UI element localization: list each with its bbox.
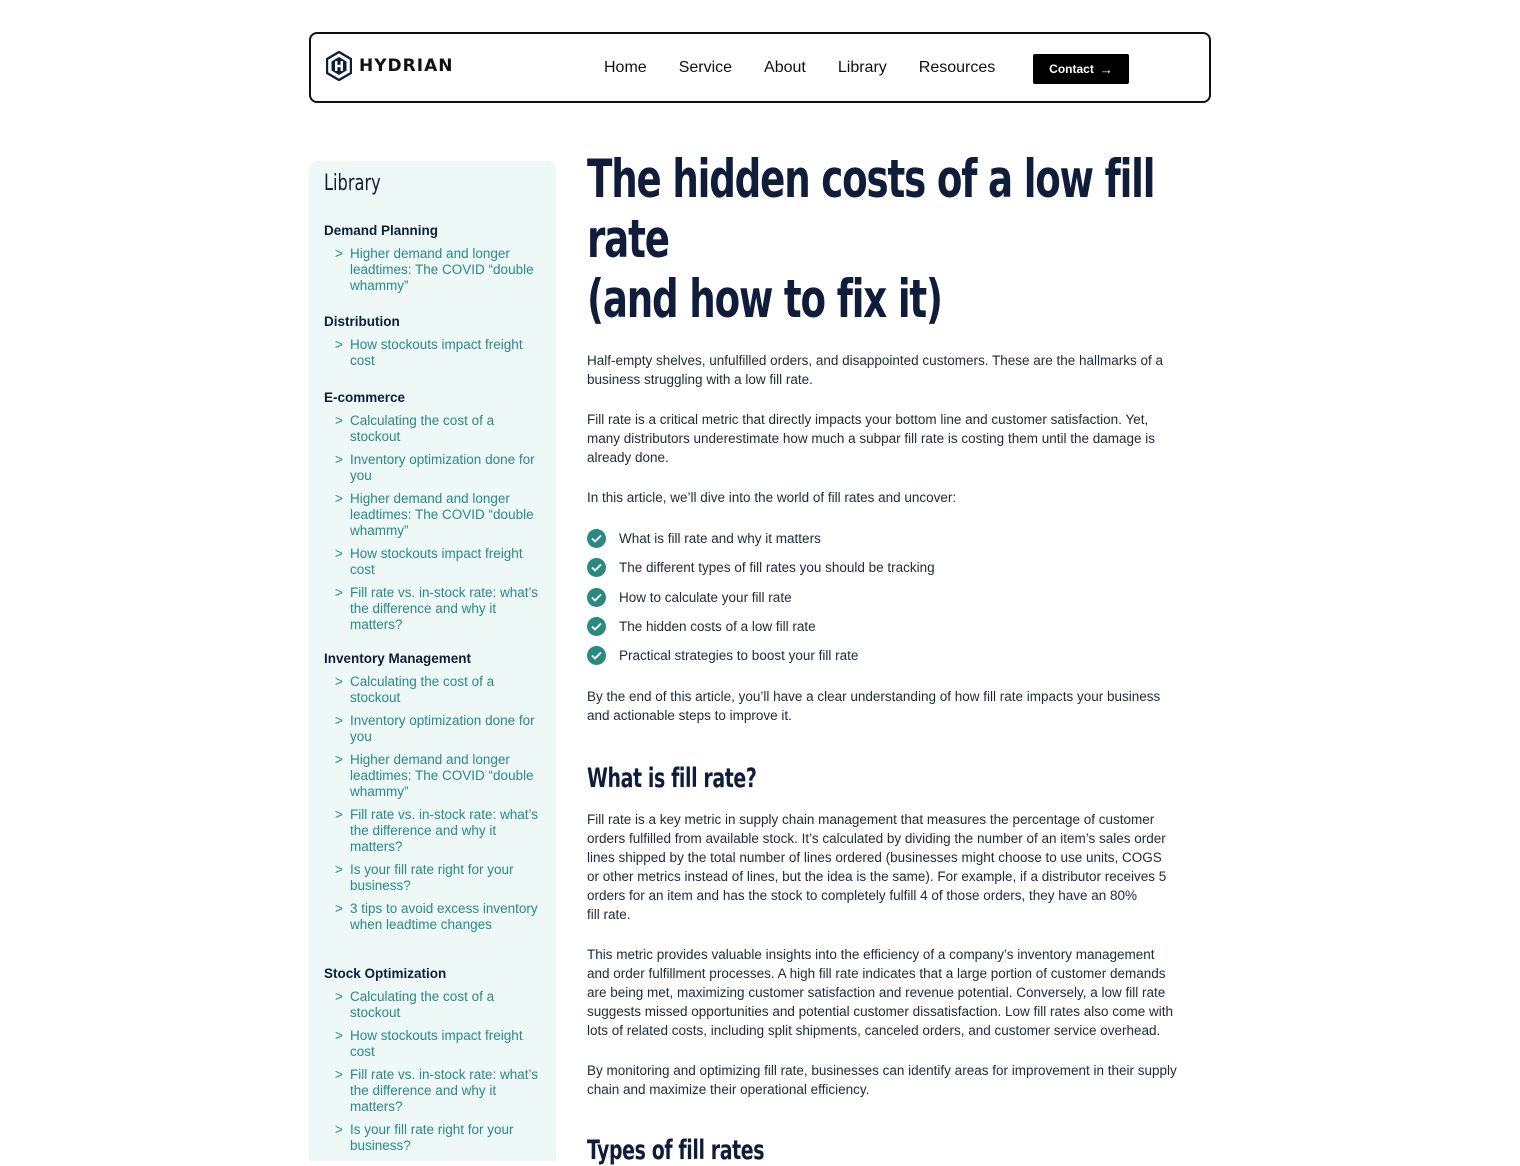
- sidebar-link[interactable]: > Inventory optimization done for you: [335, 452, 535, 483]
- sidebar-link[interactable]: > Fill rate vs. in-stock rate: what’s the difference and why it matters?: [335, 585, 539, 632]
- contact-button[interactable]: [1033, 54, 1129, 84]
- article: [587, 150, 1177, 1166]
- site-header: [309, 32, 1211, 103]
- hexagon-logo-icon: [326, 51, 352, 81]
- sidebar-link[interactable]: > Is your fill rate right for your business?: [335, 862, 514, 893]
- nav-resources[interactable]: Resources: [918, 58, 996, 76]
- outro-paragraph: By the end of this article, you’ll have a clear understanding of how fill rate impacts your business and actionable steps to improve it.: [587, 689, 1161, 724]
- list-item: The hidden costs of a low fill rate: [587, 612, 1177, 641]
- chevron-right-icon: >: [335, 452, 343, 467]
- check-circle-icon: [587, 588, 606, 607]
- section-heading-fill-rate: What is fill rate?: [587, 763, 757, 795]
- sidebar-group-title: Inventory Management: [324, 651, 472, 666]
- intro-paragraph-3: In this article, we’ll dive into the world of fill rates and uncover:: [587, 490, 957, 505]
- sidebar-link[interactable]: > Calculating the cost of a stockout: [335, 674, 495, 705]
- intro-paragraph-1: Half-empty shelves, unfulfilled orders, and disappointed customers. These are the hallmarks of a business struggling with a low fill rate.: [587, 353, 1164, 387]
- sidebar-link[interactable]: > Fill rate vs. in-stock rate: what’s the difference and why it matters?: [335, 807, 539, 854]
- chevron-right-icon: >: [335, 337, 343, 352]
- sidebar-link[interactable]: > Is your fill rate right for your business?: [335, 1122, 514, 1153]
- sidebar-group-title: Stock Optimization: [324, 966, 447, 981]
- sidebar-group-demand-planning: [324, 223, 544, 301]
- main-nav: [604, 34, 1027, 101]
- article-title-line-2: (and how to fix it): [587, 269, 942, 330]
- article-title: [587, 150, 1180, 330]
- sidebar-link[interactable]: > How stockouts impact freight cost: [335, 1028, 523, 1059]
- sidebar-group-stock-optimization: [324, 966, 544, 1161]
- brand-logo[interactable]: [326, 51, 453, 81]
- nav-home[interactable]: Home: [604, 58, 647, 76]
- sidebar-link[interactable]: > Calculating the cost of a stockout: [335, 989, 495, 1020]
- sidebar-link[interactable]: > Fill rate vs. in-stock rate: what’s the difference and why it matters?: [335, 1067, 539, 1114]
- list-item: The different types of fill rates you should be tracking: [587, 553, 1177, 582]
- chevron-right-icon: >: [335, 585, 343, 600]
- sidebar-link[interactable]: > Higher demand and longer leadtimes: The COVID “double whammy”: [335, 752, 534, 799]
- arrow-right-icon: →: [1099, 61, 1113, 77]
- check-circle-icon: [587, 529, 606, 548]
- sidebar-group-title: Demand Planning: [324, 223, 439, 238]
- list-item: How to calculate your fill rate: [587, 583, 1177, 612]
- chevron-right-icon: >: [335, 989, 343, 1004]
- chevron-right-icon: >: [335, 901, 343, 916]
- sidebar-title: Library: [324, 171, 381, 196]
- chevron-right-icon: >: [335, 413, 343, 428]
- intro-paragraph-2: Fill rate is a critical metric that directly impacts your bottom line and customer satisfaction. Yet, many distributors underestimate how much a subpar fill rate is costing them until the damage is already done.: [587, 412, 1156, 465]
- sidebar-group-title: E-commerce: [324, 390, 406, 405]
- brand-name: HYDRIAN: [359, 56, 454, 76]
- sidebar-group-title: Distribution: [324, 314, 400, 329]
- chevron-right-icon: >: [335, 491, 343, 506]
- sidebar-link[interactable]: > Higher demand and longer leadtimes: The COVID “double whammy”: [335, 491, 534, 538]
- check-circle-icon: [587, 558, 606, 577]
- sidebar-link[interactable]: > Inventory optimization done for you: [335, 713, 535, 744]
- list-item: What is fill rate and why it matters: [587, 524, 1177, 553]
- chevron-right-icon: >: [335, 1122, 343, 1137]
- chevron-right-icon: >: [335, 1028, 343, 1043]
- nav-about[interactable]: About: [764, 58, 806, 76]
- section-1-paragraph-3: By monitoring and optimizing fill rate, businesses can identify areas for improvement in their supply chain and maximize their operational efficiency.: [587, 1063, 1177, 1098]
- article-title-line-1: The hidden costs of a low fill rate: [587, 149, 1155, 270]
- chevron-right-icon: >: [335, 546, 343, 561]
- sidebar-link[interactable]: > Calculating the cost of a stockout: [335, 413, 495, 444]
- nav-service[interactable]: Service: [678, 58, 733, 76]
- sidebar-link[interactable]: > How stockouts impact freight cost: [335, 337, 523, 368]
- library-sidebar: [309, 161, 556, 1161]
- check-circle-icon: [587, 617, 606, 636]
- nav-library[interactable]: Library: [837, 58, 887, 76]
- contact-label: Contact: [1049, 62, 1094, 76]
- check-circle-icon: [587, 646, 606, 665]
- sidebar-link[interactable]: > 3 tips to avoid excess inventory when leadtime changes: [335, 901, 538, 932]
- section-1-paragraph-2: This metric provides valuable insights into the efficiency of a company’s inventory management and order fulfillment processes. A high fill rate indicates that a large portion of customer demands are being met, maximizing customer satisfaction and revenue potential. Conversely, a low fill rate suggests missed opportunities and potential customer dissatisfaction. Low fill rates also come with lots of related costs, including split shipments, canceled orders, and customer service overhead.: [587, 947, 1174, 1039]
- sidebar-link[interactable]: > How stockouts impact freight cost: [335, 546, 523, 577]
- chevron-right-icon: >: [335, 713, 343, 728]
- sidebar-link[interactable]: > Higher demand and longer leadtimes: The COVID “double whammy”: [335, 246, 534, 293]
- chevron-right-icon: >: [335, 862, 343, 877]
- sidebar-group-inventory-management: [324, 651, 544, 940]
- chevron-right-icon: >: [335, 674, 343, 689]
- sidebar-group-ecommerce: [324, 390, 544, 640]
- list-item: Practical strategies to boost your fill rate: [587, 641, 1177, 670]
- chevron-right-icon: >: [335, 1067, 343, 1082]
- chevron-right-icon: >: [335, 752, 343, 767]
- section-heading-types: Types of fill rates: [587, 1135, 765, 1166]
- sidebar-group-distribution: [324, 314, 544, 376]
- chevron-right-icon: >: [335, 246, 343, 261]
- topics-checklist: [587, 524, 1177, 670]
- section-1-paragraph-1: Fill rate is a key metric in supply chain management that measures the percentage of customer orders fulfilled from available stock. It’s calculated by dividing the number of an item’s sales order lines shipped by the total number of lines ordered (businesses might choose to use units, COGS or other metrics instead of lines, but the idea is the same). For example, if a distributor receives 5 orders for an item and has the stock to completely fulfill 4 of those orders, they have an 80% fill rate.: [587, 812, 1167, 923]
- chevron-right-icon: >: [335, 807, 343, 822]
